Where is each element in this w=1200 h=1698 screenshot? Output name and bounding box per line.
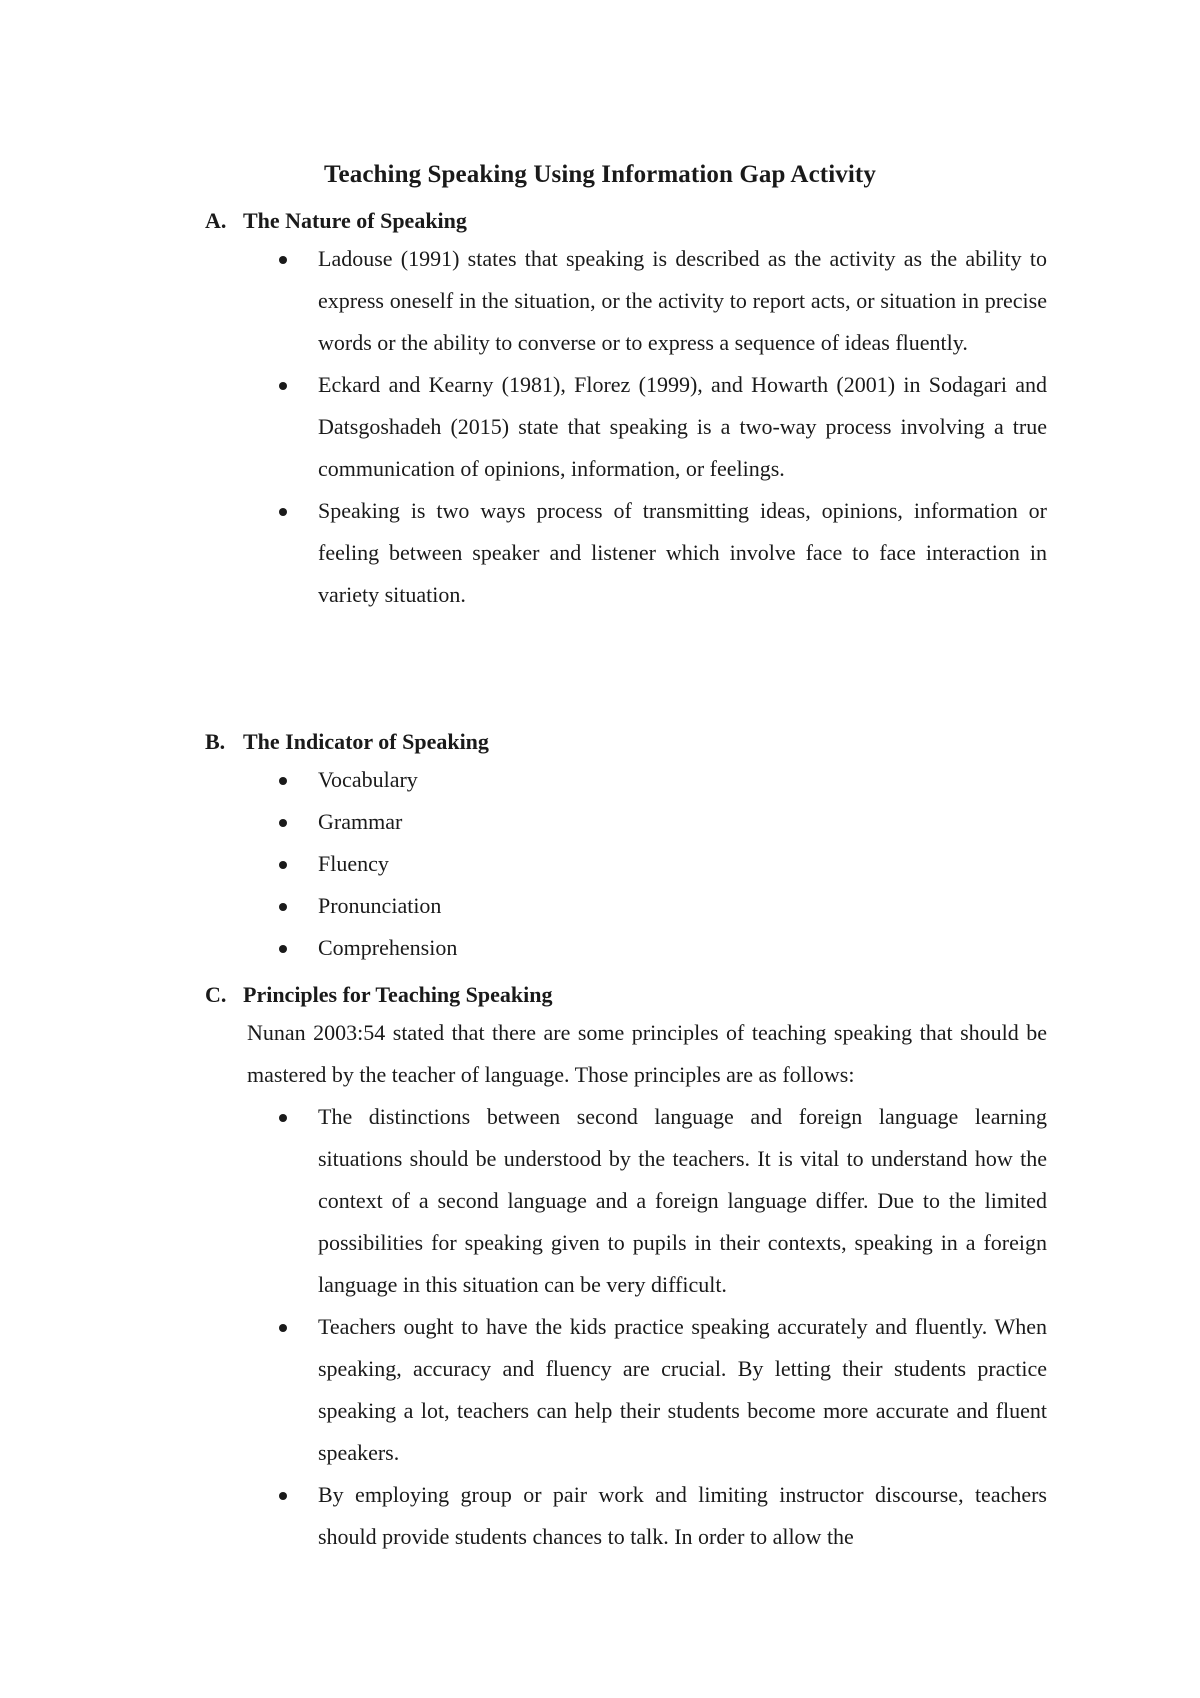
list-item [0,801,1200,843]
section-b-list [0,759,1200,969]
list-item [0,1096,1200,1306]
list-item-text: The distinctions between second language and foreign language learning situations should be understood by the teachers. It is vital to understand how the context of a second language and a foreign language differ. Due to the limited possibilities for speaking given to pupils in their contexts, speaking in a foreign language in this situation can be very difficult. [318,1104,1047,1297]
section-a-letter: A. [205,208,227,233]
section-a-list [0,238,1200,616]
list-item [0,843,1200,885]
document-title: Teaching Speaking Using Information Gap Activity [324,161,876,188]
section-c-heading [205,982,552,1008]
list-item-text: Comprehension [318,935,458,960]
bullet-icon [279,945,287,953]
bullet-icon [279,382,287,390]
list-item [0,364,1200,490]
section-c-title: Principles for Teaching Speaking [243,982,553,1007]
list-item-text: Fluency [318,851,389,876]
list-item [0,490,1200,616]
section-c-letter: C. [205,982,227,1007]
list-item-text: Pronunciation [318,893,442,918]
list-item-text: Ladouse (1991) states that speaking is described as the activity as the ability to express oneself in the situation, or the activity to report acts, or situation in precise words or the ability to converse or to express a sequence of ideas fluently. [318,246,1047,355]
bullet-icon [279,861,287,869]
list-item [0,1306,1200,1474]
list-item-text: Vocabulary [318,767,418,792]
list-item-text: Teachers ought to have the kids practice speaking accurately and fluently. When speaking, accuracy and fluency are crucial. By letting their students practice speaking a lot, teachers can help their students become more accurate and fluent speakers. [318,1314,1047,1465]
list-item-text: Eckard and Kearny (1981), Florez (1999), and Howarth (2001) in Sodagari and Datsgoshadeh (2015) state that speaking is a two-way process involving a true communication of opinions, information, or feelings. [318,372,1047,481]
list-item-text: Speaking is two ways process of transmitting ideas, opinions, information or feeling between speaker and listener which involve face to face interaction in variety situation. [318,498,1047,607]
section-c-body [0,1012,1200,1558]
list-item [0,1474,1200,1558]
bullet-icon [279,1492,287,1500]
list-item-text: Grammar [318,809,403,834]
bullet-icon [279,819,287,827]
bullet-icon [279,1114,287,1122]
section-a-title: The Nature of Speaking [243,208,467,233]
list-item [0,759,1200,801]
bullet-icon [279,1324,287,1332]
list-item-text: By employing group or pair work and limiting instructor discourse, teachers should provide students chances to talk. In order to allow the [318,1482,1047,1549]
bullet-icon [279,508,287,516]
section-b-heading [205,729,489,755]
section-b-letter: B. [205,729,226,754]
list-item [0,238,1200,364]
section-a-heading [205,208,467,234]
bullet-icon [279,256,287,264]
bullet-icon [279,903,287,911]
bullet-icon [279,777,287,785]
section-b-title: The Indicator of Speaking [243,729,489,754]
section-c-intro: Nunan 2003:54 stated that there are some principles of teaching speaking that should be mastered by the teacher of language. Those principles are as follows: [247,1020,1047,1087]
list-item [0,885,1200,927]
list-item [0,927,1200,969]
